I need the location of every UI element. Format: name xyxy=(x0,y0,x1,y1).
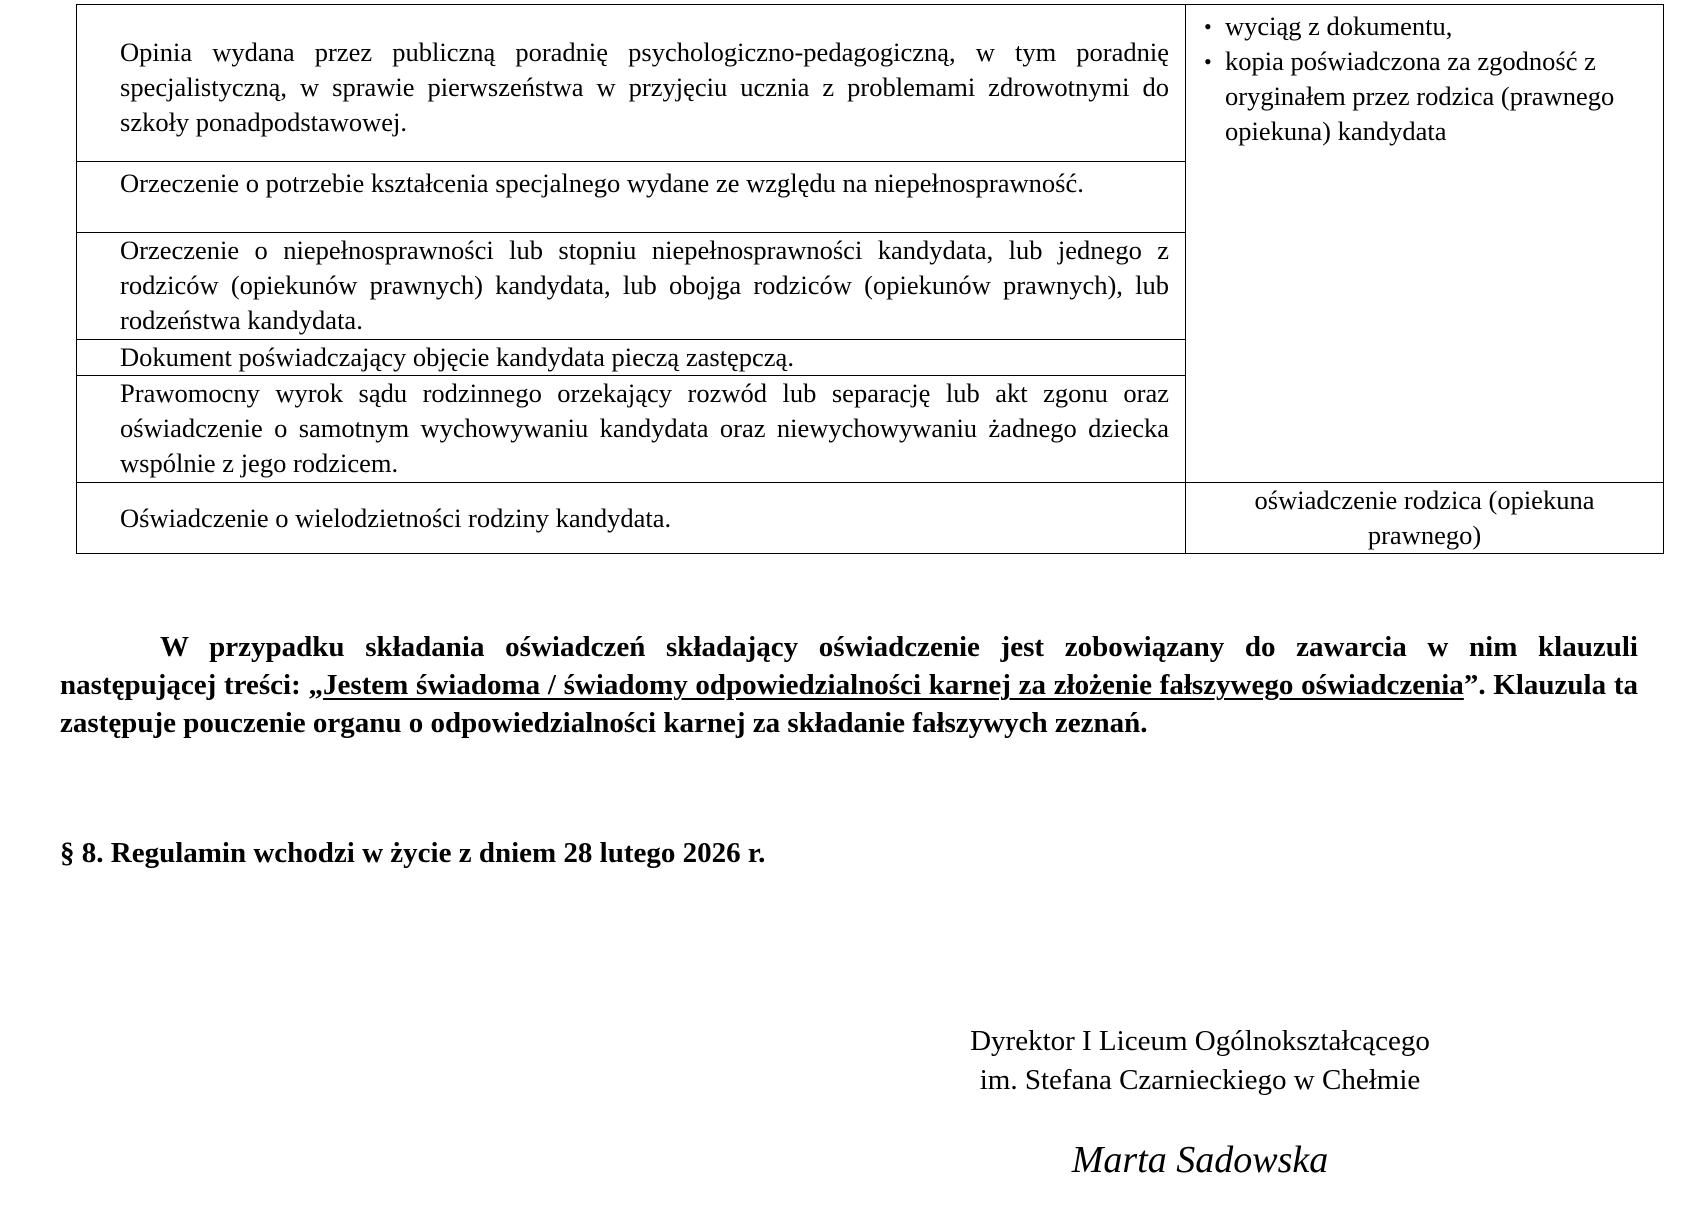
table-row xyxy=(77,483,1664,554)
bullet-icon: • xyxy=(1204,49,1212,74)
final-provision: § 8. Regulamin wchodzi w życie z dniem 28 lutego 2026 r. xyxy=(60,837,766,869)
form-option-text: kopia poświadczona za zgodność z oryginałem przez rodzica (prawnego opiekuna) kandydata xyxy=(1225,46,1615,146)
form-options-list xyxy=(1204,9,1651,149)
false-statement-notice xyxy=(60,628,1638,742)
statement-form-cell: oświadczenie rodzica (opiekuna prawnego) xyxy=(1186,483,1664,554)
notice-clause: Jestem świadoma / świadomy odpowiedzialności karnej za złożenie fałszywego oświadczenia xyxy=(322,669,1464,701)
document-cell: Orzeczenie o potrzebie kształcenia specjalnego wydane ze względu na niepełnosprawność. xyxy=(77,162,1186,233)
notice-outro: ”. Klauzula ta zastępuje pouczenie organu o odpowiedzialności karnej za składanie fałszywych zeznań. xyxy=(60,669,1638,739)
signature-title-line: Dyrektor I Liceum Ogólnokształcącego xyxy=(970,1025,1430,1057)
signature-title-line: im. Stefana Czarnieckiego w Chełmie xyxy=(979,1064,1421,1096)
document-cell: Dokument poświadczający objęcie kandydata pieczą zastępczą. xyxy=(77,340,1186,376)
table-row xyxy=(77,5,1664,162)
document-cell: Oświadczenie o wielodzietności rodziny kandydata. xyxy=(77,483,1186,554)
bullet-icon: • xyxy=(1204,14,1212,39)
document-cell: Orzeczenie o niepełnosprawności lub stopniu niepełnosprawności kandydata, lub jednego z rodziców (opiekunów prawnych) kandydata, lub obojga rodziców (opiekunów prawnych), lub rodzeństwa kandydata. xyxy=(77,233,1186,340)
document-cell: Opinia wydana przez publiczną poradnię psychologiczno-pedagogiczną, w tym poradnię specjalistyczną, w sprawie pierwszeństwa w przyjęciu ucznia z problemami zdrowotnymi do szkoły ponadpodstawowej. xyxy=(77,5,1186,162)
signature-block xyxy=(880,1022,1520,1100)
form-options-cell xyxy=(1186,5,1664,483)
document-cell: Prawomocny wyrok sądu rodzinnego orzekający rozwód lub separację lub akt zgonu oraz oświadczenie o samotnym wychowywaniu kandydata oraz niewychowywaniu żadnego dziecka wspólnie z jego rodzicem. xyxy=(77,376,1186,483)
form-option-text: wyciąg z dokumentu, xyxy=(1225,11,1453,41)
required-documents-table xyxy=(76,4,1664,554)
notice-intro: W przypadku składania oświadczeń składający oświadczenie jest zobowiązany do zawarcia w nim klauzuli następującej treści: „ xyxy=(60,631,1638,701)
list-item xyxy=(1204,44,1651,149)
signature-name: Marta Sadowska xyxy=(1071,1139,1329,1181)
list-item xyxy=(1204,9,1651,44)
